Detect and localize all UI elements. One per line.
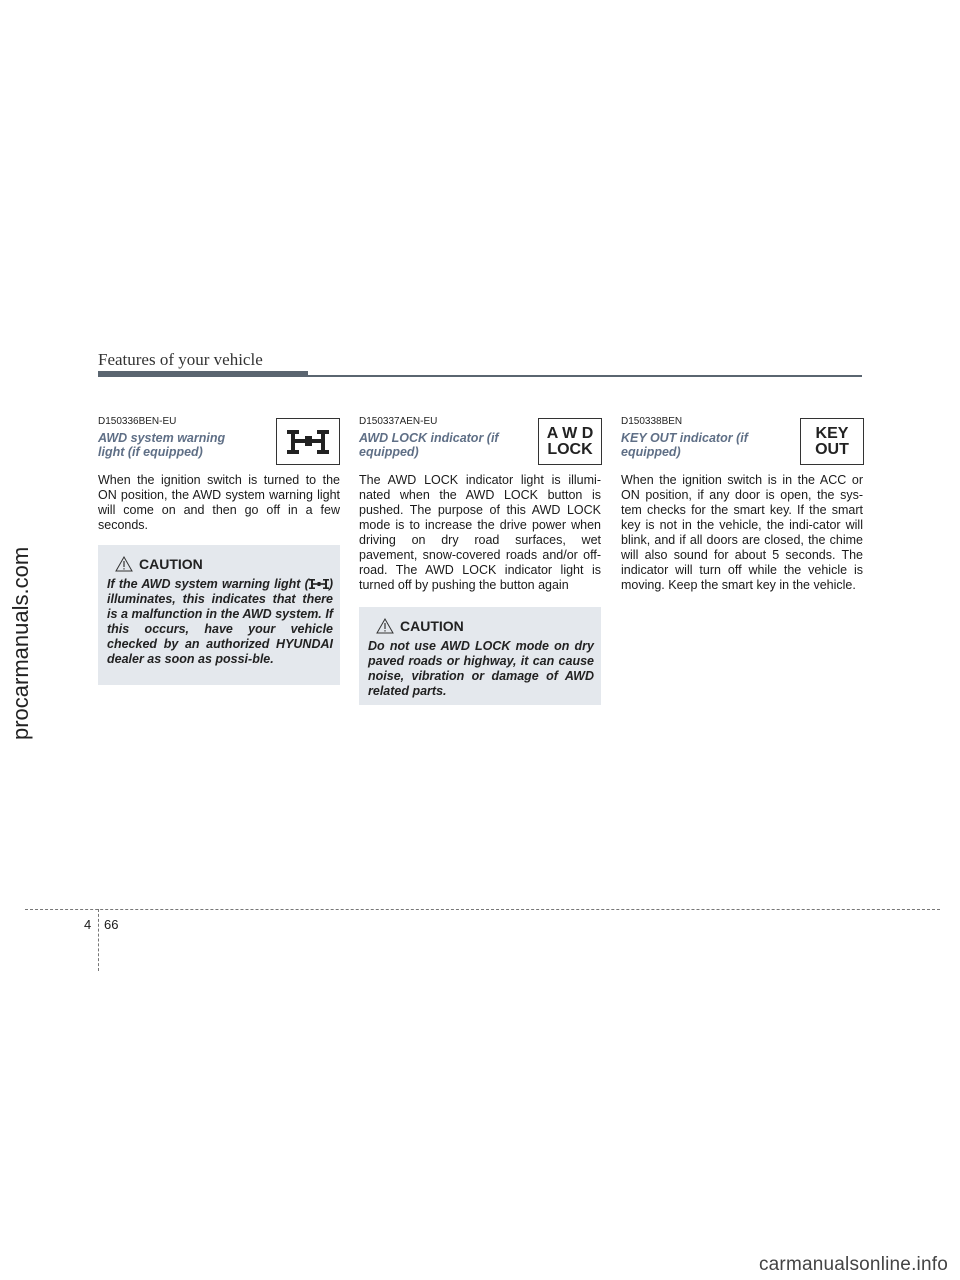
- caution-title: CAUTION: [400, 618, 464, 634]
- bottom-watermark: carmanualsonline.info: [758, 1254, 948, 1275]
- awd-warning-indicator: [276, 418, 340, 465]
- page-header-title: Features of your vehicle: [98, 350, 263, 369]
- section-body: The AWD LOCK indicator light is illumi-nated when the AWD LOCK button is pushed. The purpose of this AWD LOCK mode is to increase the drive power when driving on dry road surfaces, wet pavement, snow-covered roads and/or off-road. The AWD LOCK indicator light is turned off by pushing the button again: [359, 473, 601, 592]
- header-rule-thin: [308, 375, 862, 377]
- key-out-indicator-text: KEY OUT: [815, 424, 849, 458]
- awd-axle-warning-icon: [309, 578, 329, 590]
- side-watermark: procarmanuals.com: [8, 546, 33, 740]
- warning-triangle-icon: [376, 618, 394, 634]
- caution-text-part-1: If the AWD system warning light (: [107, 577, 309, 591]
- section-subhead: KEY OUT indicator (if equipped): [621, 431, 748, 459]
- caution-box-awd-lock: [359, 607, 601, 705]
- section-code: D150337AEN-EU: [359, 416, 438, 427]
- warning-triangle-icon: [115, 556, 133, 572]
- caution-text: Do not use AWD LOCK mode on dry paved roads or highway, it can cause noise, vibration or damage of AWD related parts.: [368, 639, 594, 698]
- section-body: When the ignition switch is in the ACC or ON position, if any door is open, the sys-tem checks for the smart key. If the smart key is not in the vehicle, the indi-cator will blink, and if all doors are closed, the chime will also sound for about 5 seconds. The indicator will turn off while the vehicle is moving. Keep the smart key in the vehicle.: [621, 473, 863, 592]
- section-code: D150338BEN: [621, 416, 683, 427]
- key-out-indicator: [800, 418, 864, 465]
- section-body: When the ignition switch is turned to the ON position, the AWD system warning light will come on and then go off in a few seconds.: [98, 473, 340, 532]
- awd-axle-warning-icon: [285, 427, 331, 457]
- caution-text-part-2: ) illuminates, this indicates that there is a malfunction in the AWD system. If this occurs, have your vehicle checked by an authorized HYUNDAI dealer as soon as possi-ble.: [107, 577, 333, 666]
- caution-heading: [376, 617, 594, 635]
- chapter-number: 4: [84, 917, 92, 932]
- caution-heading: [115, 555, 333, 573]
- section-subhead: AWD LOCK indicator (if equipped): [359, 431, 499, 459]
- caution-text: [107, 577, 333, 667]
- caution-title: CAUTION: [139, 556, 203, 572]
- page-number: 66: [104, 917, 119, 932]
- awd-lock-indicator: [538, 418, 602, 465]
- section-subhead: AWD system warning light (if equipped): [98, 431, 226, 459]
- footer-dashed-divider: [98, 909, 99, 971]
- footer-dashed-rule: [25, 909, 940, 910]
- awd-lock-indicator-text: A W D LOCK: [546, 424, 594, 458]
- caution-box-awd-warning: [98, 545, 340, 685]
- section-code: D150336BEN-EU: [98, 416, 177, 427]
- header-rule-thick: [98, 371, 308, 377]
